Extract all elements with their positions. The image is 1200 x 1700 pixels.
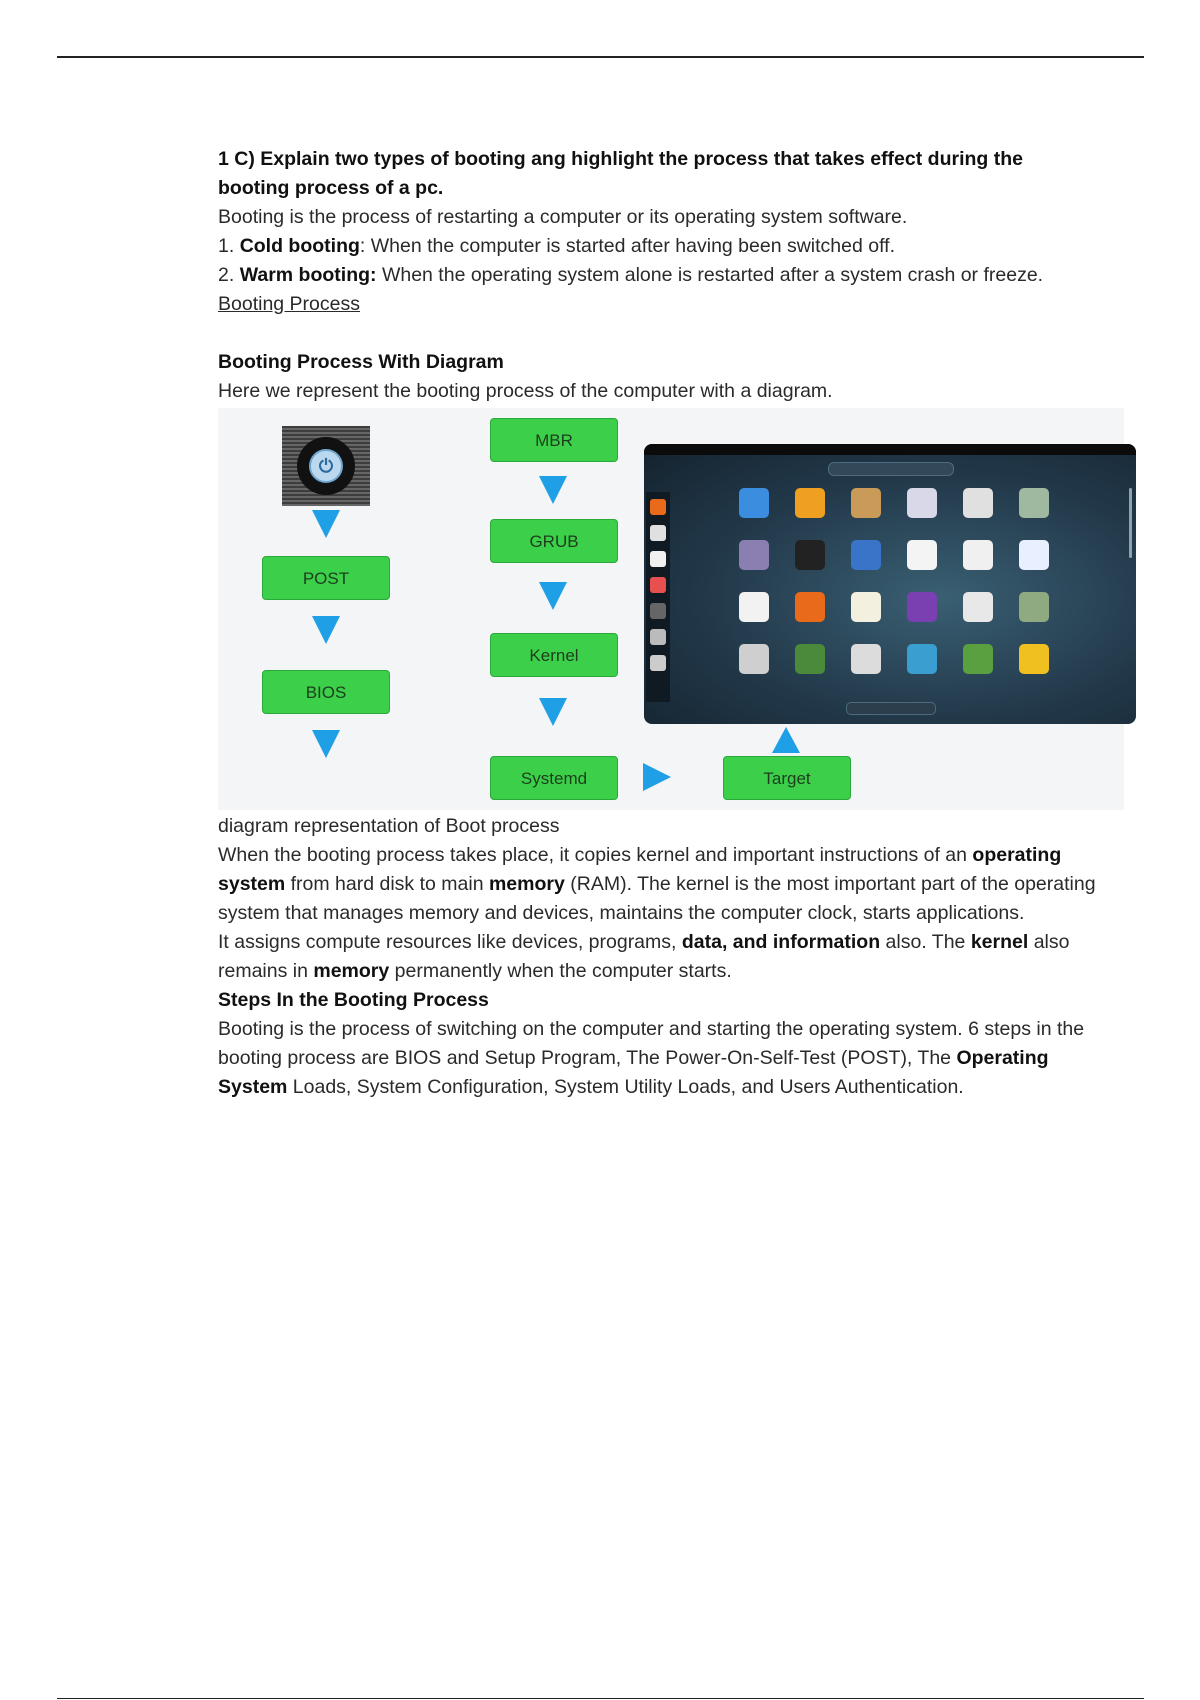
booting-process-link[interactable]: Booting Process (218, 293, 360, 315)
text-run: Loads, System Configuration, System Utility Loads, and Users Authentication. (287, 1076, 964, 1098)
dock-icon (650, 655, 666, 671)
app-icon (963, 540, 993, 570)
arrow-right-icon (643, 763, 671, 791)
arrow-down-icon (312, 510, 340, 538)
type-cold-num: 1. (218, 235, 240, 257)
app-icon (1019, 488, 1049, 518)
arrow-up-icon (772, 727, 800, 753)
app-icon (851, 644, 881, 674)
text-run: also remains in (218, 931, 1070, 982)
app-icon (907, 540, 937, 570)
box-bios: BIOS (262, 670, 390, 714)
pager (846, 702, 936, 715)
box-grub: GRUB (490, 519, 618, 563)
top-bar (644, 444, 1136, 455)
app-icon (1019, 592, 1049, 622)
app-icon (963, 488, 993, 518)
box-target: Target (723, 756, 851, 800)
app-icon (739, 592, 769, 622)
dock-icon (650, 551, 666, 567)
app-icon (1019, 644, 1049, 674)
app-icon (795, 644, 825, 674)
bold-run: data, and information (681, 931, 881, 953)
question-heading: 1 C) Explain two types of booting ang highlight the process that takes effect during the booting process of a pc. (218, 148, 1023, 199)
type-warm-num: 2. (218, 264, 240, 286)
search-bar (828, 462, 954, 476)
desktop-screenshot (644, 444, 1136, 724)
app-icon (963, 644, 993, 674)
bold-run: memory (488, 873, 565, 895)
diagram-intro: Here we represent the booting process of the computer with a diagram. (218, 380, 833, 402)
app-icon (739, 644, 769, 674)
type-cold-term: Cold booting (239, 235, 360, 257)
type-warm-desc: When the operating system alone is restarted after a system crash or freeze. (376, 264, 1044, 286)
app-grid (726, 488, 1066, 674)
arrow-down-icon (312, 616, 340, 644)
text-run: When the booting process takes place, it copies kernel and important instructions of an (218, 844, 973, 866)
app-icon (851, 488, 881, 518)
app-icon (963, 592, 993, 622)
text-run: permanently when the computer starts. (389, 960, 732, 982)
app-icon (907, 592, 937, 622)
arrow-down-icon (539, 582, 567, 610)
text-run: from hard disk to main (285, 873, 489, 895)
footer-rule (57, 1698, 1144, 1699)
dock-icon (650, 499, 666, 515)
box-mbr: MBR (490, 418, 618, 462)
intro-text: Booting is the process of restarting a computer or its operating system software. (218, 206, 908, 228)
power-button-image (282, 426, 370, 506)
app-icon (739, 488, 769, 518)
bold-run: memory (313, 960, 390, 982)
paragraph-resources (218, 928, 1098, 986)
app-icon (907, 644, 937, 674)
header-rule (57, 56, 1144, 58)
dock (646, 492, 670, 702)
app-icon (795, 540, 825, 570)
app-icon (1019, 540, 1049, 570)
power-icon: ⏻ (297, 437, 355, 495)
type-warm (218, 261, 1098, 290)
box-post: POST (262, 556, 390, 600)
text-run: It assigns compute resources like devices, programs, (218, 931, 682, 953)
app-icon (795, 592, 825, 622)
arrow-down-icon (312, 730, 340, 758)
bold-run: operating system (218, 844, 1062, 895)
diagram-heading: Booting Process With Diagram (218, 351, 504, 373)
paragraph-kernel (218, 841, 1098, 928)
dock-icon (650, 603, 666, 619)
paragraph-steps (218, 1015, 1098, 1102)
type-cold (218, 232, 1098, 261)
dock-icon (650, 629, 666, 645)
app-icon (851, 592, 881, 622)
text-run: also. The (880, 931, 971, 953)
text-run: Booting is the process of switching on the computer and starting the operating system. 6 steps in the booting process are BIOS and Setup Program, The Power-On-Self-Test (POST), The (218, 1018, 1085, 1069)
app-icon (851, 540, 881, 570)
type-warm-term: Warm booting: (239, 264, 377, 286)
app-icon (739, 540, 769, 570)
arrow-down-icon (539, 476, 567, 504)
arrow-down-icon (539, 698, 567, 726)
boot-process-diagram (218, 408, 1124, 810)
bold-run: Operating System (218, 1047, 1049, 1098)
box-systemd: Systemd (490, 756, 618, 800)
app-icon (795, 488, 825, 518)
scrollbar (1129, 488, 1132, 558)
document-body (218, 145, 1098, 1102)
box-kernel: Kernel (490, 633, 618, 677)
dock-icon (650, 525, 666, 541)
dock-icon (650, 577, 666, 593)
app-icon (907, 488, 937, 518)
diagram-caption: diagram representation of Boot process (218, 815, 560, 837)
steps-heading: Steps In the Booting Process (218, 989, 489, 1011)
bold-run: kernel (970, 931, 1029, 953)
text-run: (RAM). The kernel is the most important part of the operating system that manages memory and devices, maintains the computer clock, starts applications. (218, 873, 1096, 924)
type-cold-desc: : When the computer is started after having been switched off. (359, 235, 896, 257)
